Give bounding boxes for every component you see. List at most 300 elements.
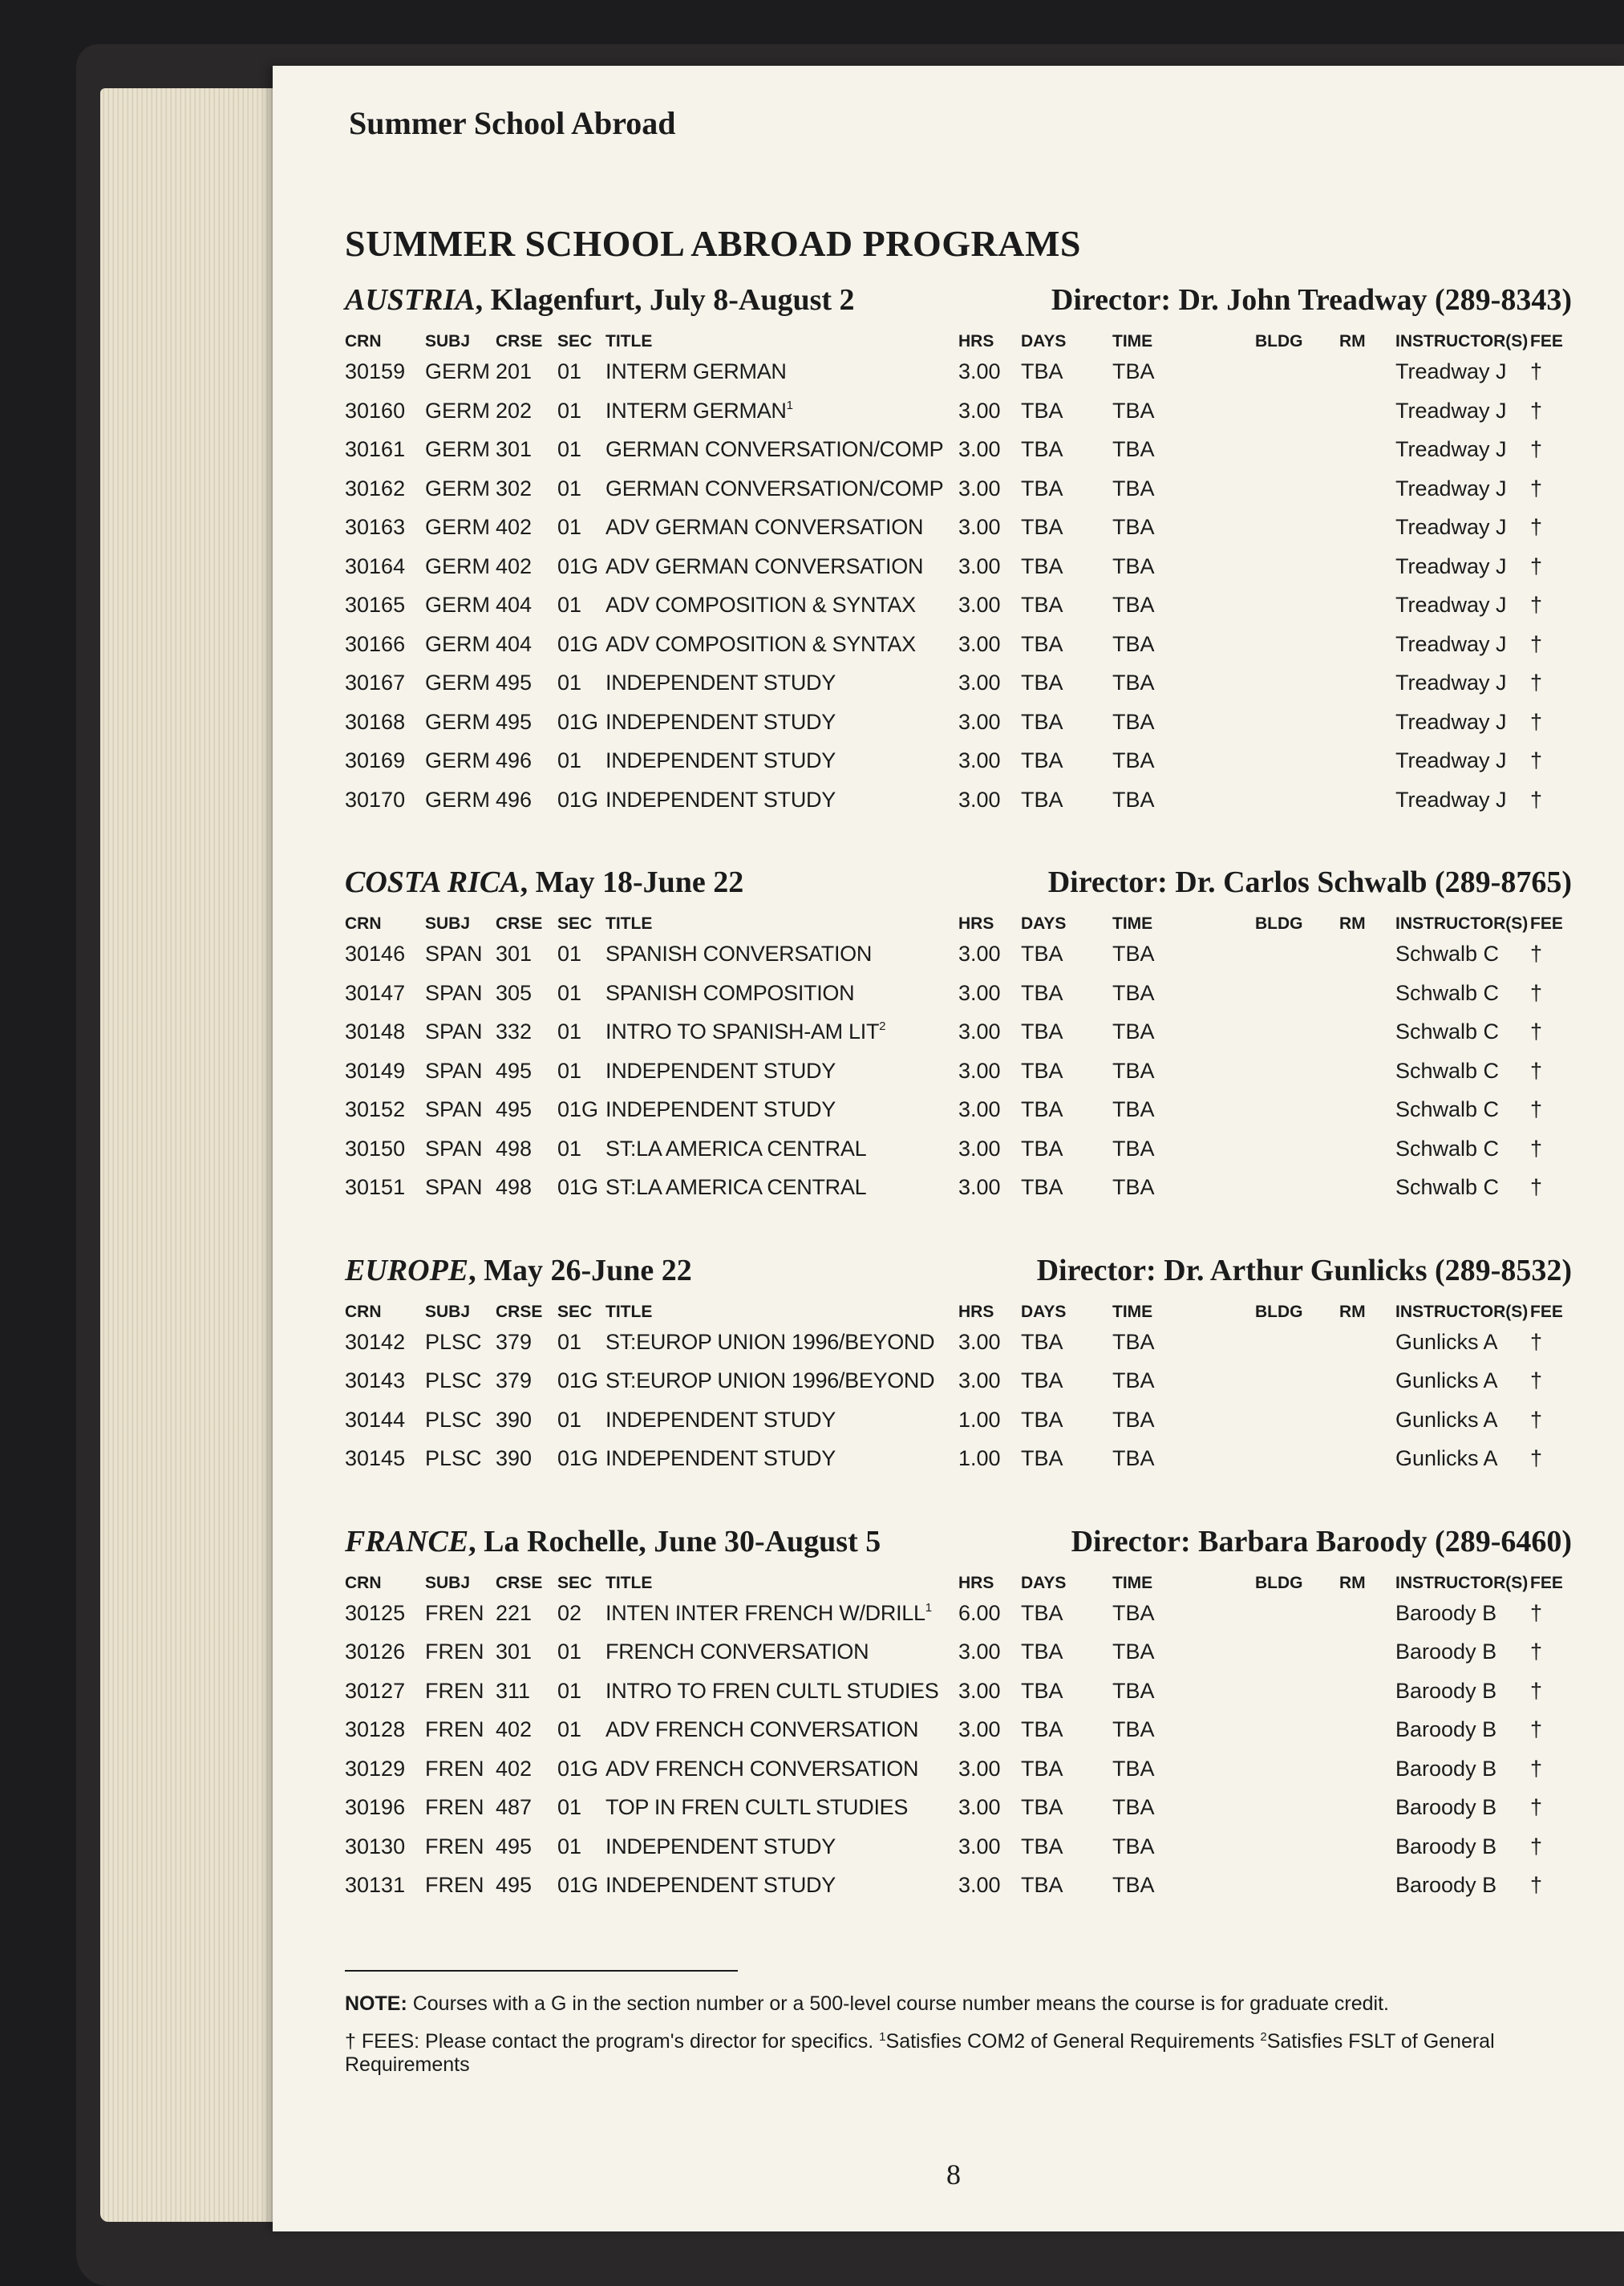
course-fee (1530, 1019, 1542, 1044)
course-days-text: TBA (1021, 1640, 1063, 1664)
course-hrs (958, 554, 1001, 579)
course-crn (345, 593, 405, 618)
course-crn (345, 1408, 405, 1433)
course-time (1112, 981, 1155, 1006)
column-header-rm: RM (1339, 914, 1366, 933)
column-header-title: TITLE (605, 914, 653, 933)
column-header-days: DAYS (1021, 1302, 1067, 1321)
column-header-time: TIME (1112, 914, 1153, 933)
column-header-sec: SEC (557, 1573, 593, 1592)
course-instructor (1395, 1019, 1499, 1044)
course-days (1021, 1757, 1063, 1781)
course-crse-text: 495 (496, 1834, 533, 1858)
footnote-marker: 1 (925, 1600, 932, 1615)
course-sec (557, 1446, 598, 1471)
column-header-days: DAYS (1021, 914, 1067, 933)
course-crn (345, 437, 405, 462)
course-instructor-text: Baroody B (1395, 1600, 1497, 1625)
course-crse-text: 305 (496, 980, 533, 1005)
course-crse-text: 495 (496, 1873, 533, 1897)
footnote-1-mark: 1 (879, 2029, 886, 2044)
course-fee-text: † (1530, 980, 1543, 1005)
course-sec-text: 01 (557, 1640, 582, 1664)
course-subj-text: SPAN (425, 1058, 483, 1083)
column-header-title: TITLE (605, 1573, 653, 1592)
course-crse (496, 1368, 532, 1393)
course-fee (1530, 632, 1542, 657)
course-hrs (958, 593, 1001, 618)
course-crse-text: 221 (496, 1600, 533, 1625)
course-fee-text: † (1530, 1640, 1543, 1664)
course-title-text: ST:EUROP UNION 1996/BEYOND (605, 1329, 935, 1354)
course-instructor-text: Schwalb C (1395, 1097, 1500, 1121)
course-sec (557, 1175, 598, 1200)
course-days (1021, 1019, 1063, 1044)
course-fee (1530, 437, 1542, 462)
course-time-text: TBA (1112, 709, 1155, 734)
column-header-rm: RM (1339, 1302, 1366, 1321)
course-hrs (958, 437, 1001, 462)
course-instructor-text: Treadway J (1395, 437, 1507, 461)
course-fee-text: † (1530, 593, 1543, 617)
page-number: 8 (946, 2158, 961, 2191)
course-days-text: TBA (1021, 1834, 1063, 1858)
course-subj-text: PLSC (425, 1368, 482, 1392)
course-hrs (958, 1137, 1001, 1161)
course-crn-text: 30149 (345, 1058, 406, 1083)
course-sec-text: 01G (557, 1097, 599, 1121)
course-time-text: TBA (1112, 1175, 1155, 1199)
course-subj (425, 1137, 483, 1161)
course-instructor-text: Gunlicks A (1395, 1329, 1498, 1354)
course-days (1021, 1137, 1063, 1161)
course-crn-text: 30159 (345, 359, 406, 383)
course-hrs-text: 3.00 (958, 1097, 1001, 1121)
course-subj (425, 710, 490, 735)
course-days (1021, 1873, 1063, 1898)
course-instructor (1395, 632, 1507, 657)
course-subj (425, 399, 490, 424)
course-subj-text: GERM (425, 671, 490, 695)
course-sec-text: 01 (557, 748, 582, 772)
course-title (605, 788, 836, 813)
course-hrs (958, 788, 1001, 813)
course-subj-text: SPAN (425, 1019, 483, 1044)
column-headers (345, 1303, 1572, 1330)
course-instructor (1395, 515, 1507, 540)
course-subj (425, 981, 483, 1006)
course-days-text: TBA (1021, 1097, 1063, 1121)
course-sec (557, 981, 581, 1006)
course-row (345, 1717, 1572, 1757)
column-header-rm: RM (1339, 332, 1366, 351)
course-time-text: TBA (1112, 1756, 1155, 1781)
course-time (1112, 1175, 1155, 1200)
course-sec-text: 01 (557, 515, 582, 539)
course-title-text: INDEPENDENT STUDY (605, 748, 836, 772)
course-instructor-text: Treadway J (1395, 787, 1507, 812)
course-instructor (1395, 437, 1507, 462)
course-instructor (1395, 710, 1507, 735)
course-instructor (1395, 1757, 1496, 1781)
column-header-instructor: INSTRUCTOR(S) (1395, 332, 1529, 351)
course-fee-text: † (1530, 631, 1543, 656)
course-subj (425, 476, 490, 501)
column-header-crse: CRSE (496, 332, 543, 351)
course-crn (345, 1795, 405, 1820)
page-edges (100, 88, 293, 2222)
course-sec-text: 01G (557, 1446, 599, 1470)
course-instructor-text: Baroody B (1395, 1756, 1497, 1781)
course-days (1021, 981, 1063, 1006)
course-hrs-text: 3.00 (958, 359, 1001, 383)
course-row (345, 1097, 1572, 1137)
course-hrs-text: 3.00 (958, 437, 1001, 461)
running-head: Summer School Abroad (349, 105, 676, 141)
course-crn (345, 981, 405, 1006)
course-fee-text: † (1530, 1175, 1543, 1199)
course-crn (345, 671, 405, 695)
course-title-text: GERMAN CONVERSATION/COMP (605, 437, 944, 461)
course-time (1112, 632, 1155, 657)
course-crn-text: 30162 (345, 476, 406, 501)
column-header-instructor: INSTRUCTOR(S) (1395, 914, 1529, 933)
course-days (1021, 942, 1063, 967)
column-header-title: TITLE (605, 332, 653, 351)
course-instructor (1395, 554, 1507, 579)
course-fee-text: † (1530, 1873, 1543, 1897)
course-time (1112, 671, 1155, 695)
course-days (1021, 1097, 1063, 1122)
course-crn (345, 359, 405, 384)
program-location: COSTA RICA (345, 865, 520, 899)
course-title-text: INDEPENDENT STUDY (605, 1097, 836, 1121)
course-crn (345, 788, 405, 813)
course-subj (425, 788, 490, 813)
program-dates: , May 26-June 22 (468, 1253, 692, 1287)
column-header-crse: CRSE (496, 914, 543, 933)
course-time (1112, 1757, 1155, 1781)
course-instructor-text: Baroody B (1395, 1795, 1497, 1819)
course-title-text: INDEPENDENT STUDY (605, 1834, 836, 1858)
course-fee (1530, 1368, 1542, 1393)
course-fee-text: † (1530, 476, 1543, 501)
course-title-text: TOP IN FREN CULTL STUDIES (605, 1795, 909, 1819)
course-hrs (958, 1368, 1001, 1393)
course-fee (1530, 1679, 1542, 1704)
column-header-hrs: HRS (958, 914, 994, 933)
course-title (605, 437, 943, 462)
course-fee-text: † (1530, 1097, 1543, 1121)
course-days-text: TBA (1021, 1136, 1063, 1161)
course-sec (557, 1408, 581, 1433)
footnote-2-text: Satisfies FSLT of General Requirements (345, 2029, 1495, 2076)
course-crse (496, 1137, 532, 1161)
course-title (605, 515, 923, 540)
course-sec (557, 788, 598, 813)
course-crn (345, 942, 405, 967)
course-hrs (958, 1408, 1001, 1433)
course-fee (1530, 476, 1542, 501)
course-fee (1530, 1330, 1542, 1355)
course-hrs (958, 399, 1001, 424)
course-row (345, 788, 1572, 827)
course-instructor (1395, 359, 1507, 384)
course-fee (1530, 1446, 1542, 1471)
course-subj-text: PLSC (425, 1446, 482, 1470)
course-instructor (1395, 671, 1507, 695)
course-sec-text: 01G (557, 1368, 599, 1392)
course-crn (345, 1640, 405, 1664)
course-subj-text: SPAN (425, 1097, 483, 1121)
course-crn (345, 632, 405, 657)
course-crse (496, 942, 532, 967)
course-title (605, 981, 854, 1006)
course-row (345, 1368, 1572, 1408)
course-row (345, 632, 1572, 671)
course-crse-text: 402 (496, 553, 533, 578)
column-header-subj: SUBJ (425, 1302, 471, 1321)
course-days (1021, 1679, 1063, 1704)
course-subj (425, 1679, 484, 1704)
footnote-marker: 1 (786, 398, 793, 412)
course-row (345, 399, 1572, 438)
course-crn (345, 399, 405, 424)
course-time-text: TBA (1112, 1058, 1155, 1083)
course-title (605, 632, 916, 657)
footnote-1-text: Satisfies COM2 of General Requirements (885, 2029, 1261, 2053)
course-crn-text: 30168 (345, 709, 406, 734)
course-title-text: ADV FRENCH CONVERSATION (605, 1756, 919, 1781)
column-header-crse: CRSE (496, 1302, 543, 1321)
course-crn (345, 1601, 405, 1626)
course-time-text: TBA (1112, 748, 1155, 772)
course-fee (1530, 710, 1542, 735)
note-text (345, 1992, 1572, 2016)
course-instructor (1395, 1408, 1498, 1433)
course-days (1021, 437, 1063, 462)
course-crse (496, 1640, 532, 1664)
course-row (345, 710, 1572, 749)
course-crn (345, 1368, 405, 1393)
course-crse (496, 748, 532, 773)
course-subj (425, 1795, 484, 1820)
column-header-days: DAYS (1021, 332, 1067, 351)
course-sec (557, 1097, 598, 1122)
course-crse-text: 379 (496, 1368, 533, 1392)
course-title (605, 1717, 918, 1742)
course-crn-text: 30164 (345, 553, 406, 578)
column-headers (345, 332, 1572, 359)
course-fee-text: † (1530, 671, 1543, 695)
course-crse-text: 495 (496, 1097, 533, 1121)
course-days-text: TBA (1021, 1873, 1063, 1897)
course-title (605, 554, 923, 579)
fees-footnote (345, 2030, 1572, 2077)
column-header-time: TIME (1112, 1302, 1153, 1321)
column-header-crn: CRN (345, 1302, 382, 1321)
course-title (605, 710, 836, 735)
course-row (345, 593, 1572, 632)
course-crse (496, 593, 532, 618)
course-crn (345, 515, 405, 540)
course-crn (345, 1873, 405, 1898)
course-row (345, 1330, 1572, 1369)
program-location: EUROPE (345, 1253, 469, 1287)
course-fee-text: † (1530, 1446, 1543, 1470)
course-days-text: TBA (1021, 748, 1063, 772)
course-instructor (1395, 1717, 1496, 1742)
course-fee-text: † (1530, 748, 1543, 772)
course-hrs-text: 3.00 (958, 709, 1001, 734)
course-hrs (958, 1717, 1001, 1742)
program-location-line (345, 1253, 692, 1288)
course-fee (1530, 359, 1542, 384)
course-days-text: TBA (1021, 787, 1063, 812)
course-hrs (958, 1446, 1001, 1471)
course-instructor (1395, 1059, 1499, 1084)
course-instructor-text: Schwalb C (1395, 1019, 1500, 1044)
course-sec (557, 1640, 581, 1664)
course-subj (425, 1059, 483, 1084)
course-subj (425, 1873, 484, 1898)
course-instructor-text: Schwalb C (1395, 1175, 1500, 1199)
course-instructor-text: Baroody B (1395, 1640, 1497, 1664)
course-hrs (958, 1330, 1001, 1355)
course-crn-text: 30196 (345, 1795, 406, 1819)
course-days (1021, 554, 1063, 579)
course-crn-text: 30161 (345, 437, 406, 461)
course-hrs (958, 671, 1001, 695)
course-hrs-text: 3.00 (958, 1834, 1001, 1858)
course-fee-text: † (1530, 515, 1543, 539)
course-fee (1530, 748, 1542, 773)
course-time (1112, 1834, 1155, 1859)
course-crse-text: 201 (496, 359, 533, 383)
footnote-marker: 2 (879, 1019, 886, 1033)
column-header-crse: CRSE (496, 1573, 543, 1592)
course-time-text: TBA (1112, 1446, 1155, 1470)
course-instructor-text: Treadway J (1395, 476, 1507, 501)
course-crn-text: 30146 (345, 942, 406, 966)
course-time-text: TBA (1112, 1368, 1155, 1392)
course-row (345, 476, 1572, 516)
course-fee-text: † (1530, 1329, 1543, 1354)
course-instructor-text: Treadway J (1395, 359, 1507, 383)
program-dates: , La Rochelle, June 30-August 5 (468, 1524, 881, 1558)
course-time-text: TBA (1112, 1136, 1155, 1161)
course-hrs (958, 1175, 1001, 1200)
course-hrs (958, 1601, 1001, 1626)
course-crse-text: 302 (496, 476, 533, 501)
course-sec (557, 476, 581, 501)
course-sec (557, 671, 581, 695)
course-sec-text: 01 (557, 1329, 582, 1354)
course-hrs (958, 1019, 1001, 1044)
course-fee (1530, 399, 1542, 424)
course-subj-text: FREN (425, 1600, 484, 1625)
course-sec-text: 01 (557, 1795, 582, 1819)
program-heading (345, 282, 1572, 318)
course-hrs-text: 3.00 (958, 1368, 1001, 1392)
course-crn (345, 1679, 405, 1704)
course-crse (496, 437, 532, 462)
course-crse (496, 359, 532, 384)
course-fee-text: † (1530, 1600, 1543, 1625)
course-subj-text: GERM (425, 476, 490, 501)
column-header-subj: SUBJ (425, 914, 471, 933)
course-hrs-text: 3.00 (958, 942, 1001, 966)
course-crn-text: 30129 (345, 1756, 406, 1781)
course-crn-text: 30125 (345, 1600, 406, 1625)
course-hrs (958, 515, 1001, 540)
course-fee (1530, 671, 1542, 695)
course-row (345, 1834, 1572, 1874)
course-row (345, 748, 1572, 788)
column-header-time: TIME (1112, 332, 1153, 351)
course-crn-text: 30142 (345, 1329, 406, 1354)
course-days (1021, 593, 1063, 618)
course-days (1021, 359, 1063, 384)
course-crse (496, 515, 532, 540)
course-title-text: INTERM GERMAN (605, 398, 787, 423)
course-crse (496, 1446, 532, 1471)
course-title-text: FRENCH CONVERSATION (605, 1640, 869, 1664)
course-days-text: TBA (1021, 1717, 1063, 1741)
course-crn-text: 30145 (345, 1446, 406, 1470)
course-crse (496, 554, 532, 579)
course-days-text: TBA (1021, 1407, 1063, 1432)
column-header-title: TITLE (605, 1302, 653, 1321)
course-days (1021, 515, 1063, 540)
course-days (1021, 1330, 1063, 1355)
course-crse-text: 495 (496, 671, 533, 695)
course-crse (496, 632, 532, 657)
course-time (1112, 1368, 1155, 1393)
course-fee-text: † (1530, 1019, 1543, 1044)
column-header-fee: FEE (1530, 1573, 1563, 1592)
course-title-text: GERMAN CONVERSATION/COMP (605, 476, 944, 501)
course-days (1021, 632, 1063, 657)
course-time (1112, 1137, 1155, 1161)
course-hrs (958, 981, 1001, 1006)
course-time-text: TBA (1112, 1834, 1155, 1858)
course-sec (557, 1019, 581, 1044)
course-crn (345, 1446, 405, 1471)
course-fee-text: † (1530, 1834, 1543, 1858)
course-sec (557, 1873, 598, 1898)
course-title (605, 671, 836, 695)
course-days-text: TBA (1021, 1795, 1063, 1819)
course-time-text: TBA (1112, 1407, 1155, 1432)
course-subj (425, 359, 490, 384)
course-crse (496, 1097, 532, 1122)
course-fee (1530, 1834, 1542, 1859)
course-days (1021, 1601, 1063, 1626)
course-title (605, 399, 793, 424)
course-subj (425, 1717, 484, 1742)
column-header-fee: FEE (1530, 332, 1563, 351)
course-row (345, 1795, 1572, 1834)
course-hrs (958, 1097, 1001, 1122)
course-title-text: ADV COMPOSITION & SYNTAX (605, 593, 916, 617)
course-title (605, 942, 872, 967)
course-sec (557, 1368, 598, 1393)
course-sec-text: 01 (557, 980, 582, 1005)
course-crse-text: 402 (496, 1717, 533, 1741)
course-sec-text: 02 (557, 1600, 582, 1625)
program-director: Director: Dr. John Treadway (289-8343) (1051, 283, 1572, 317)
